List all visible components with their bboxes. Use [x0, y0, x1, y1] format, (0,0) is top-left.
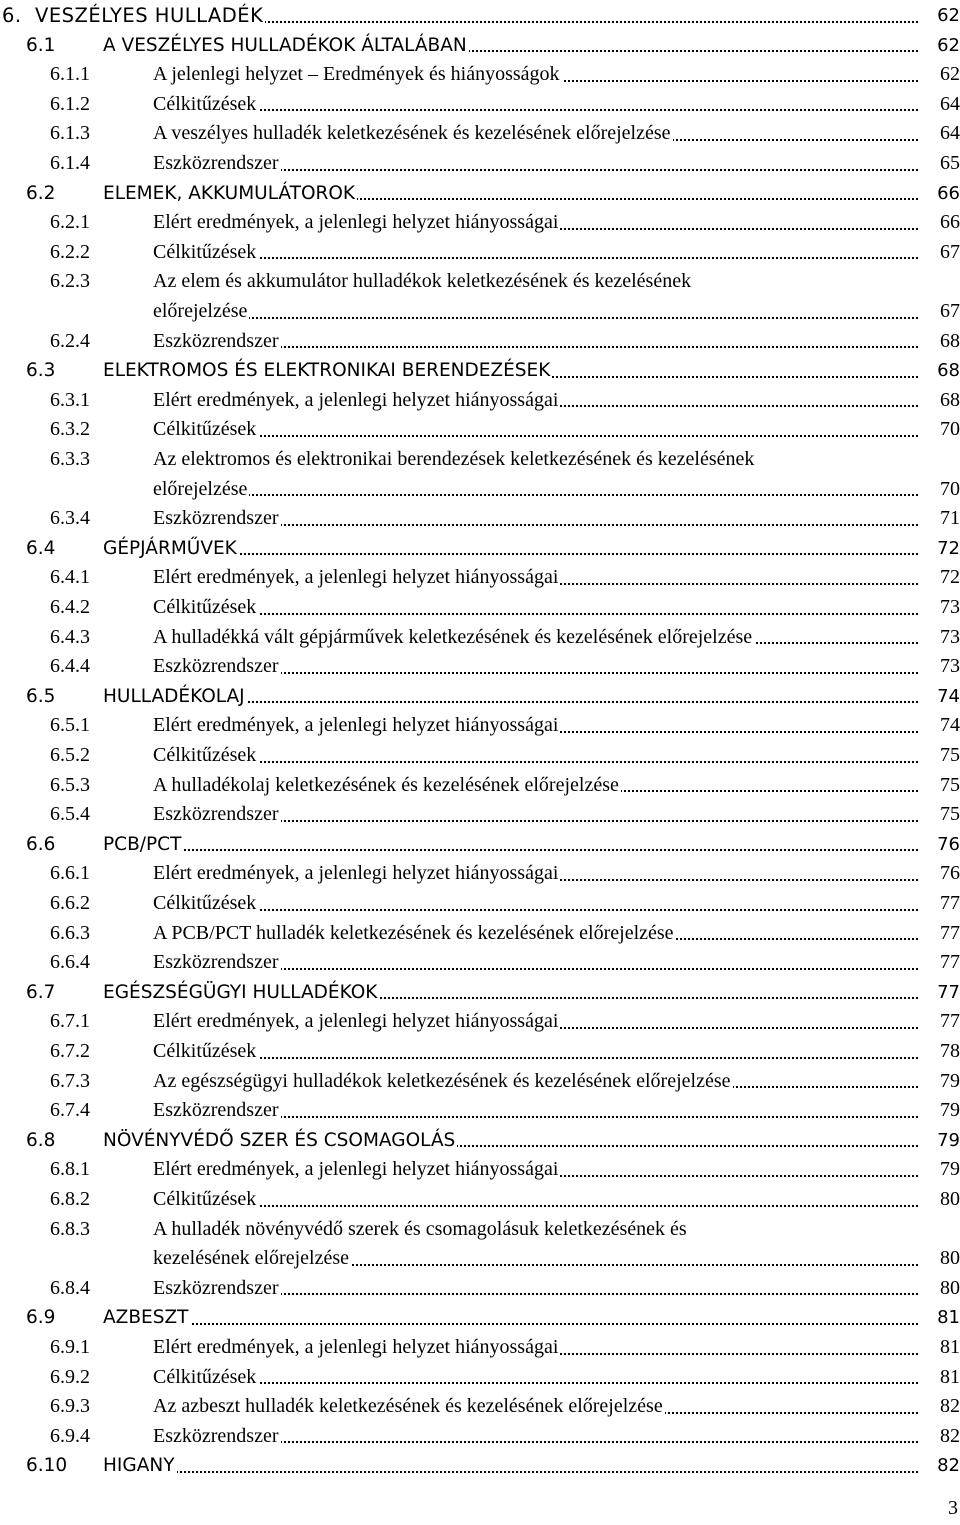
toc-entry-title[interactable]: AZBESZT: [103, 1303, 190, 1333]
toc-entry-number: 6.4.3: [50, 625, 90, 648]
toc-entry[interactable]: [0, 919, 960, 949]
toc-entry-page-number: 68: [920, 327, 960, 357]
toc-entry-page-number: 79: [920, 1126, 960, 1156]
toc-entry-number: 6.2: [26, 182, 56, 204]
toc-entry-page-number: 75: [920, 741, 960, 771]
toc-entry-page-number: 79: [920, 1096, 960, 1126]
toc-entry[interactable]: [0, 386, 960, 416]
toc-entry-number: 6.1.4: [50, 152, 90, 174]
toc-entry[interactable]: [0, 238, 960, 268]
toc-entry[interactable]: [0, 830, 960, 860]
toc-entry-page-number: 77: [920, 948, 960, 978]
toc-entry-title[interactable]: NÖVÉNYVÉDŐ SZER ÉS CSOMAGOLÁS: [103, 1126, 457, 1156]
toc-entry-number: 6.4.1: [50, 566, 90, 589]
toc-entry-page-number: 68: [920, 356, 960, 386]
toc-entry-page-number: 65: [920, 149, 960, 179]
toc-entry-number: 6.7: [26, 981, 56, 1003]
toc-entry-continuation[interactable]: [0, 475, 960, 505]
dot-leader: [153, 1037, 922, 1067]
toc-entry-title[interactable]: VESZÉLYES HULLADÉK: [35, 1, 265, 31]
toc-entry-page-number: 62: [920, 60, 960, 90]
toc-entry-number: 6.2.2: [50, 240, 90, 263]
toc-entry[interactable]: [0, 652, 960, 682]
toc-entry-title[interactable]: Eszközrendszer: [153, 149, 281, 179]
toc-entry-page-number: 79: [920, 1067, 960, 1097]
toc-entry-title[interactable]: A hulladék növényvédő szerek és csomagolásuk keletkezésének és: [153, 1215, 689, 1245]
toc-entry-number: 6.6: [26, 833, 56, 855]
toc-entry[interactable]: [0, 415, 960, 445]
toc-entry-number: 6.4.2: [50, 596, 90, 618]
toc-entry-number: 6.7.2: [50, 1040, 90, 1062]
toc-entry[interactable]: [0, 1274, 960, 1304]
toc-entry-title-continuation[interactable]: előrejelzése: [153, 297, 249, 327]
toc-entry-title[interactable]: Eszközrendszer: [153, 948, 281, 978]
toc-entry-page-number: 72: [920, 563, 960, 593]
toc-entry-page-number: 62: [920, 31, 960, 61]
toc-entry-page-number: 82: [920, 1392, 960, 1422]
toc-entry[interactable]: [0, 978, 960, 1008]
toc-entry[interactable]: [0, 682, 960, 712]
toc-entry-title[interactable]: GÉPJÁRMŰVEK: [103, 534, 239, 564]
toc-entry-title[interactable]: Eszközrendszer: [153, 800, 281, 830]
toc-entry-number: 6.6.1: [50, 862, 90, 885]
toc-entry-title[interactable]: Elért eredmények, a jelenlegi helyzet hiányosságai: [153, 208, 560, 238]
toc-entry-page-number: 70: [920, 475, 960, 505]
toc-entry[interactable]: [0, 1215, 960, 1245]
toc-entry-title[interactable]: Elért eredmények, a jelenlegi helyzet hiányosságai: [153, 1333, 560, 1363]
toc-entry-number: 6.9.1: [50, 1336, 90, 1358]
toc-entry-number: 6.5.2: [50, 744, 90, 766]
toc-entry-number: 6.9.2: [50, 1365, 90, 1388]
toc-entry-page-number: 70: [920, 415, 960, 445]
toc-entry-continuation[interactable]: [0, 297, 960, 327]
toc-entry-title[interactable]: ELEKTROMOS ÉS ELEKTRONIKAI BERENDEZÉSEK: [103, 356, 552, 386]
toc-entry-page-number: 77: [920, 1007, 960, 1037]
toc-entry-title[interactable]: A hulladékolaj keletkezésének és kezelésének előrejelzése: [153, 771, 621, 801]
toc-entry[interactable]: [0, 741, 960, 771]
dot-leader: [103, 1303, 922, 1333]
toc-entry-page-number: 77: [920, 889, 960, 919]
toc-entry-title[interactable]: Eszközrendszer: [153, 1274, 281, 1304]
toc-entry-number: 6.6.2: [50, 892, 90, 914]
toc-entry-title[interactable]: Célkitűzések: [153, 1185, 258, 1215]
toc-entry-number: 6.1.2: [50, 92, 90, 115]
toc-entry-number: 6.8.4: [50, 1276, 90, 1299]
toc-entry-page-number: 64: [920, 90, 960, 120]
toc-entry-title[interactable]: Eszközrendszer: [153, 1422, 281, 1452]
toc-entry-number: 6.5.3: [50, 773, 90, 796]
toc-entry-number: 6.7.4: [50, 1099, 90, 1122]
toc-entry-number: 6.9: [26, 1307, 56, 1329]
toc-entry[interactable]: [0, 1303, 960, 1333]
toc-entry-page-number: 75: [920, 771, 960, 801]
toc-entry-number: 6.5.1: [50, 714, 90, 737]
toc-entry-number: 6.3: [26, 360, 56, 382]
toc-entry-number: 6.5: [26, 685, 56, 707]
toc-entry-page-number: 77: [920, 978, 960, 1008]
toc-entry-number: 6.8.2: [50, 1188, 90, 1210]
toc-entry-number: 6.4.4: [50, 655, 90, 678]
toc-entry-number: 6.9.4: [50, 1424, 90, 1447]
dot-leader: [153, 741, 922, 771]
toc-entry-number: 6.8: [26, 1129, 56, 1151]
toc-entry[interactable]: [0, 327, 960, 357]
toc-entry-number: 6.8.3: [50, 1217, 90, 1240]
toc-entry-title[interactable]: PCB/PCT: [103, 830, 183, 860]
dot-leader: [153, 415, 922, 445]
toc-entry-page-number: 80: [920, 1274, 960, 1304]
toc-entry[interactable]: [0, 1007, 960, 1037]
toc-entry[interactable]: [0, 563, 960, 593]
toc-entry[interactable]: [0, 267, 960, 297]
toc-entry-number: 6.3.2: [50, 418, 90, 441]
toc-entry-page-number: 73: [920, 652, 960, 682]
toc-entry-page-number: 81: [920, 1333, 960, 1363]
toc-entry[interactable]: [0, 859, 960, 889]
toc-entry-title[interactable]: Az azbeszt hulladék keletkezésének és kezelésének előrejelzése: [153, 1392, 665, 1422]
toc-entry[interactable]: [0, 948, 960, 978]
toc-entry[interactable]: [0, 504, 960, 534]
toc-entry-number: 6.1: [26, 34, 56, 56]
toc-entry-page-number: 66: [920, 208, 960, 238]
toc-entry[interactable]: [0, 1333, 960, 1363]
toc-entry-number: 6.8.1: [50, 1158, 90, 1181]
toc-entry[interactable]: [0, 1363, 960, 1393]
toc-entry[interactable]: [0, 1096, 960, 1126]
toc-entry[interactable]: [0, 593, 960, 623]
toc-entry[interactable]: [0, 356, 960, 386]
toc-entry-title[interactable]: Eszközrendszer: [153, 327, 281, 357]
dot-leader: [153, 889, 922, 919]
toc-entry-number: 6.4: [26, 537, 56, 559]
toc-entry-page-number: 74: [920, 682, 960, 712]
toc-entry-number: 6.2.4: [50, 329, 90, 352]
toc-entry-page-number: 67: [920, 297, 960, 327]
toc-entry-title[interactable]: Célkitűzések: [153, 889, 258, 919]
toc-entry-number: 6.: [2, 4, 22, 27]
toc-entry[interactable]: [0, 889, 960, 919]
toc-entry-page-number: 82: [920, 1451, 960, 1481]
toc-entry[interactable]: [0, 1, 960, 31]
toc-entry-number: 6.1.3: [50, 122, 90, 145]
toc-entry-title[interactable]: Az elektromos és elektronikai berendezések keletkezésének és kezelésének: [153, 445, 756, 475]
toc-entry-page-number: 77: [920, 919, 960, 949]
toc-entry-title[interactable]: A jelenlegi helyzet – Eredmények és hiányosságok: [153, 60, 562, 90]
toc-entry-title[interactable]: Eszközrendszer: [153, 1096, 281, 1126]
toc-entry-number: 6.5.4: [50, 803, 90, 826]
toc-entry-title[interactable]: Célkitűzések: [153, 90, 258, 120]
toc-entry-number: 6.3.1: [50, 388, 90, 411]
toc-entry[interactable]: [0, 119, 960, 149]
toc-entry-number: 6.2.1: [50, 211, 90, 234]
toc-entry-title[interactable]: Elért eredmények, a jelenlegi helyzet hiányosságai: [153, 1155, 560, 1185]
toc-entry-title[interactable]: Elért eredmények, a jelenlegi helyzet hiányosságai: [153, 386, 560, 416]
toc-entry-number: 6.6.4: [50, 951, 90, 974]
dot-leader: [153, 90, 922, 120]
toc-entry-page-number: 82: [920, 1422, 960, 1452]
toc-entry-title[interactable]: Célkitűzések: [153, 593, 258, 623]
toc-entry-title[interactable]: HULLADÉKOLAJ: [103, 682, 247, 712]
toc-entry-number: 6.2.3: [50, 270, 90, 293]
toc-entry-title[interactable]: Eszközrendszer: [153, 504, 281, 534]
toc-entry-title[interactable]: Célkitűzések: [153, 741, 258, 771]
toc-entry-page-number: 80: [920, 1244, 960, 1274]
toc-entry-number: 6.7.1: [50, 1010, 90, 1033]
toc-entry-number: 6.10: [26, 1455, 68, 1477]
toc-entry[interactable]: [0, 149, 960, 179]
toc-entry-title[interactable]: A veszélyes hulladék keletkezésének és kezelésének előrejelzése: [153, 119, 673, 149]
toc-entry[interactable]: [0, 623, 960, 653]
toc-entry[interactable]: [0, 1185, 960, 1215]
toc-entry-title[interactable]: A VESZÉLYES HULLADÉKOK ÁLTALÁBAN: [103, 31, 469, 61]
toc-entry-title[interactable]: Az egészségügyi hulladékok keletkezésének és kezelésének előrejelzése: [153, 1067, 733, 1097]
toc-entry-page-number: 76: [920, 830, 960, 860]
toc-entry-title[interactable]: Célkitűzések: [153, 1363, 258, 1393]
toc-entry-page-number: 81: [920, 1363, 960, 1393]
dot-leader: [153, 1185, 922, 1215]
toc-entry[interactable]: [0, 711, 960, 741]
toc-entry-number: 6.9.3: [50, 1395, 90, 1418]
toc-entry[interactable]: [0, 208, 960, 238]
toc-entry-title[interactable]: Elért eredmények, a jelenlegi helyzet hiányosságai: [153, 859, 560, 889]
toc-entry-page-number: 76: [920, 859, 960, 889]
dot-leader: [153, 475, 922, 505]
toc-entry-title[interactable]: Az elem és akkumulátor hulladékok keletkezésének és kezelésének: [153, 267, 693, 297]
toc-entry-title[interactable]: Elért eredmények, a jelenlegi helyzet hiányosságai: [153, 563, 560, 593]
toc-entry[interactable]: [0, 1422, 960, 1452]
toc-entry[interactable]: [0, 771, 960, 801]
toc-entry[interactable]: [0, 445, 960, 475]
dot-leader: [103, 1451, 922, 1481]
toc-entry-page-number: 66: [920, 179, 960, 209]
toc-entry-title[interactable]: Eszközrendszer: [153, 652, 281, 682]
toc-entry-title[interactable]: A PCB/PCT hulladék keletkezésének és kezelésének előrejelzése: [153, 919, 676, 949]
toc-entry[interactable]: [0, 179, 960, 209]
toc-entry-title[interactable]: Célkitűzések: [153, 238, 258, 268]
toc-entry-page-number: 80: [920, 1185, 960, 1215]
toc-entry-page-number: 64: [920, 119, 960, 149]
toc-entry[interactable]: [0, 1126, 960, 1156]
toc-entry[interactable]: [0, 534, 960, 564]
toc-entry-title[interactable]: A hulladékká vált gépjárművek keletkezésének és kezelésének előrejelzése: [153, 623, 754, 653]
toc-entry[interactable]: [0, 31, 960, 61]
toc-entry-continuation[interactable]: [0, 1244, 960, 1274]
toc-entry-title-continuation[interactable]: kezelésének előrejelzése: [153, 1244, 351, 1274]
toc-entry-title[interactable]: HIGANY: [103, 1451, 177, 1481]
toc-entry-page-number: 72: [920, 534, 960, 564]
toc-entry-page-number: 71: [920, 504, 960, 534]
toc-entry[interactable]: [0, 90, 960, 120]
toc-entry-page-number: 68: [920, 386, 960, 416]
toc-entry[interactable]: [0, 1037, 960, 1067]
dot-leader: [153, 297, 922, 327]
toc-entry-title[interactable]: ELEMEK, AKKUMULÁTOROK: [103, 179, 357, 209]
toc-entry-title[interactable]: Célkitűzések: [153, 415, 258, 445]
toc-entry-page-number: 73: [920, 623, 960, 653]
dot-leader: [153, 593, 922, 623]
toc-entry-number: 6.3.3: [50, 448, 90, 470]
toc-entry-title[interactable]: Elért eredmények, a jelenlegi helyzet hiányosságai: [153, 1007, 560, 1037]
toc-entry[interactable]: [0, 1155, 960, 1185]
toc-entry[interactable]: [0, 1067, 960, 1097]
toc-entry-title[interactable]: EGÉSZSÉGÜGYI HULLADÉKOK: [103, 978, 379, 1008]
toc-entry-number: 6.7.3: [50, 1069, 90, 1092]
toc-entry-page-number: 75: [920, 800, 960, 830]
toc-entry[interactable]: [0, 1392, 960, 1422]
toc-entry-number: 6.1.1: [50, 63, 90, 86]
toc-entry-number: 6.3.4: [50, 507, 90, 530]
toc-entry[interactable]: [0, 60, 960, 90]
toc-entry-title[interactable]: Elért eredmények, a jelenlegi helyzet hiányosságai: [153, 711, 560, 741]
toc-entry[interactable]: [0, 1451, 960, 1481]
toc-entry-page-number: 79: [920, 1155, 960, 1185]
dot-leader: [153, 1363, 922, 1393]
toc-entry-page-number: 74: [920, 711, 960, 741]
toc-entry-page-number: 67: [920, 238, 960, 268]
toc-entry-title-continuation[interactable]: előrejelzése: [153, 475, 249, 505]
toc-entry-page-number: 81: [920, 1303, 960, 1333]
page-number: 3: [948, 1497, 958, 1519]
toc-entry-page-number: 62: [920, 1, 960, 31]
dot-leader: [103, 830, 922, 860]
toc-entry-page-number: 73: [920, 593, 960, 623]
toc-entry-page-number: 78: [920, 1037, 960, 1067]
toc-entry[interactable]: [0, 800, 960, 830]
toc-entry-title[interactable]: Célkitűzések: [153, 1037, 258, 1067]
toc-entry-number: 6.6.3: [50, 921, 90, 944]
dot-leader: [153, 238, 922, 268]
